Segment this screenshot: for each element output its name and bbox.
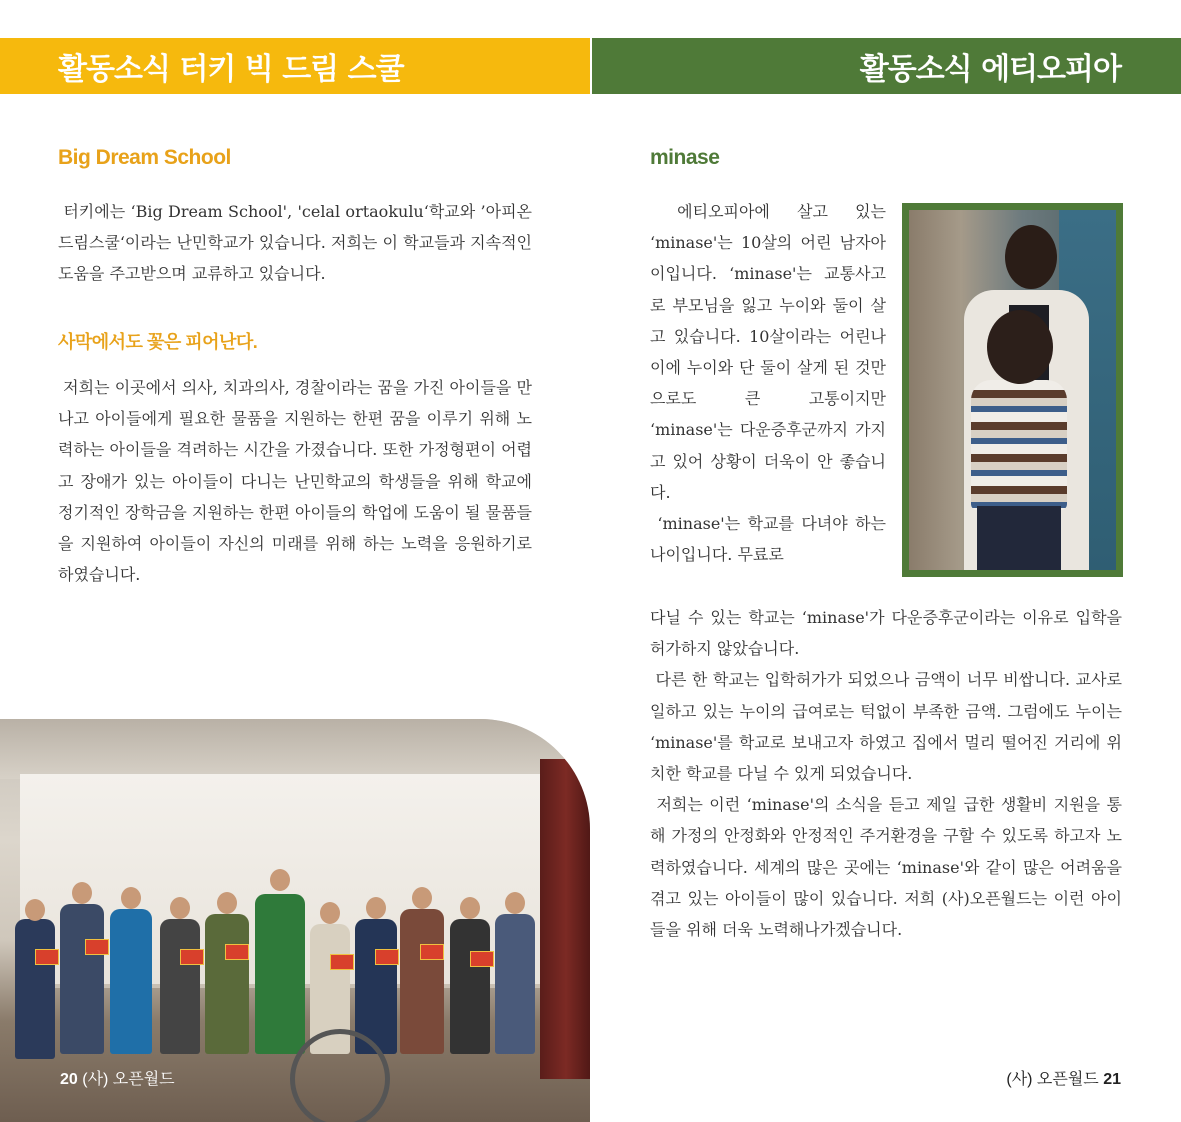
right-banner-title: 활동소식 에티오피아: [859, 52, 1121, 87]
left-section-title: Big Dream School: [58, 146, 231, 169]
right-wrap-paragraph: 에티오피아에 살고 있는 ‘minase'는 10살의 어린 남자아이입니다. ‘minase'는 교통사고로 부모님을 잃고 누이와 둘이 살고 있습니다. 10살이라는 어린나이에 누이와 단 둘이 살게 된 것만으로도 큰 고통이지만 ‘minase'는 다운증후군까지 가지고 있어 상황이 더욱이 안 좋습니다. ‘minase'는 학교를 다녀야 하는 나이입니다. 무료로: [650, 202, 887, 565]
left-banner-title: 활동소식 터키 빅 드림 스쿨: [58, 52, 404, 87]
left-page-number: 20: [60, 1071, 78, 1088]
left-body-paragraph: 저희는 이곳에서 의사, 치과의사, 경찰이라는 꿈을 가진 아이들을 만나고 아이들에게 필요한 물품을 지원하는 한편 꿈을 이루기 위해 노력하는 아이들을 격려하는 시간을 가졌습니다. 또한 가정형편이 어렵고 장애가 있는 아이들이 다니는 난민학교의 학생들을 위해 학교에 정기적인 장학금을 지원하는 한편 아이들의 학업에 도움이 될 물품들을 지원하여 아이들이 자신의 미래를 위해 하는 노력을 응원하기로 하였습니다.: [58, 378, 538, 585]
left-publisher: (사) 오픈월드: [82, 1071, 175, 1088]
right-page-footer: [1006, 1066, 1121, 1089]
right-body-paragraph: 다닐 수 있는 학교는 ‘minase'가 다운증후군이라는 이유로 입학을 허가하지 않았습니다. 다른 한 학교는 입학허가가 되었으나 금액이 너무 비쌉니다. 교사로 일하고 있는 누이의 급여로는 턱없이 부족한 금액. 그럼에도 누이는 ‘minase'를 학교로 보내고자 하였고 집에서 멀리 떨어진 거리에 위치한 학교를 다닐 수 있게 되었습니다. 저희는 이런 ‘minase'의 소식을 듣고 제일 급한 생활비 지원을 통해 가정의 안정화와 안정적인 주거환경을 구할 수 있도록 하고자 노력하였습니다. 세계의 많은 곳에는 ‘minase'와 같이 많은 어려움을 겪고 있는 아이들이 많이 있습니다. 저희 (사)오픈월드는 이런 아이들을 위해 더욱 노력해나가겠습니다.: [650, 608, 1122, 940]
left-page-footer: [60, 1066, 175, 1089]
left-intro-paragraph: 터키에는 ‘Big Dream School', 'celal ortaokulu‘학교와 ’아피온 드림스쿨‘이라는 난민학교가 있습니다. 저희는 이 학교들과 지속적인 도움을 주고받으며 교류하고 있습니다.: [58, 202, 538, 284]
minase-photo: [902, 203, 1123, 577]
left-banner: [0, 38, 590, 94]
group-photo: [0, 719, 590, 1122]
right-section-title: minase: [650, 146, 720, 169]
right-publisher: (사) 오픈월드: [1006, 1071, 1099, 1088]
right-page-number: 21: [1103, 1071, 1121, 1088]
right-banner: [592, 38, 1181, 94]
left-subtitle: 사막에서도 꽃은 피어난다.: [58, 332, 258, 352]
